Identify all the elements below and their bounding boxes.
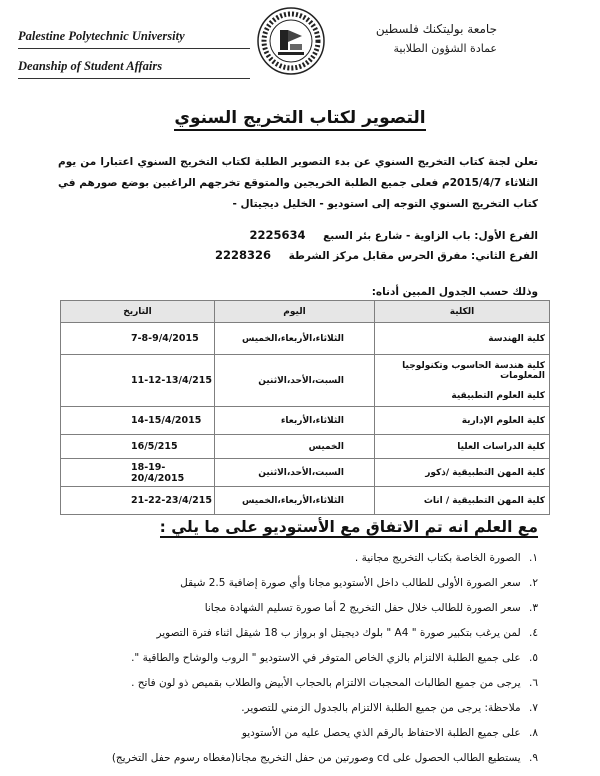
deanship-name-en: Deanship of Student Affairs — [18, 59, 163, 73]
branch-phone: 2225634 — [249, 228, 306, 242]
college-cell: كلية المهن التطبيقية /ذكور — [375, 459, 550, 487]
list-item: ٤. لمن يرغب بتكبير صورة " A4 " بلوك ديجيتل او برواز ب 18 شيقل اثناء فترة التصوير — [156, 627, 538, 639]
branch-1 — [249, 228, 538, 242]
table-row — [61, 407, 550, 435]
header-rule — [18, 48, 250, 49]
branch-phone: 2228326 — [214, 248, 271, 262]
table-row — [61, 323, 550, 355]
day-cell: الثلاثاء،الأربعاء،الخميس — [215, 487, 375, 515]
college-cell: كلية الهندسة — [375, 323, 550, 355]
branch-label: الفرع الثاني: — [471, 250, 538, 262]
college-cell: كلية العلوم الإدارية — [375, 407, 550, 435]
day-cell: الثلاثاء،الأربعاء — [215, 407, 375, 435]
day-cell: السبت،الأحد،الاثنين — [215, 459, 375, 487]
date-cell: 21-22-23/4/215 — [61, 487, 215, 515]
deanship-name-ar: عمادة الشؤون الطلابية — [393, 42, 497, 55]
branch-address: مفرق الحرس مقابل مركز الشرطة — [288, 250, 468, 262]
date-cell: 18-19-20/4/2015 — [61, 459, 215, 487]
list-item: ٢. سعر الصورة الأولى للطالب داخل الأستوديو مجانا وأي صورة إضافية 2.5 شيقل — [180, 577, 538, 589]
college-cell: كلية الدراسات العليا — [375, 435, 550, 459]
header-rule — [18, 78, 250, 79]
branch-label: الفرع الأول: — [474, 230, 538, 242]
date-cell: 7-8-9/4/2015 — [61, 323, 215, 355]
page-title: التصوير لكتاب التخريج السنوي — [0, 108, 600, 128]
college-name: كلية العلوم التطبيقية — [451, 390, 545, 401]
header-date: التاريخ — [61, 301, 215, 323]
college-name: كلية هندسة الحاسوب وتكنولوجيا المعلومات — [402, 360, 545, 381]
header-day: اليوم — [215, 301, 375, 323]
college-cell — [375, 355, 550, 407]
table-row — [61, 435, 550, 459]
list-item: ٨. على جميع الطلبة الاحتفاظ بالرقم الذي يحصل عليه من الأستوديو — [241, 727, 538, 739]
university-name-en: Palestine Polytechnic University — [18, 29, 185, 43]
day-cell: الثلاثاء،الأربعاء،الخميس — [215, 323, 375, 355]
header-college: الكلية — [375, 301, 550, 323]
table-row — [61, 355, 550, 407]
intro-paragraph: تعلن لجنة كتاب التخريج السنوي عن بدء التصوير الطلبة لكتاب التخريج السنوي اعتبارا من يوم الثلاثاء 2015/4/7م فعلى جميع الطلبة الخريجين والمتوقع تخرجهم الراغبين بوضع صورهم في كتاب التخريج السنوي التوجه إلى استوديو - الخليل ديجيتال - — [58, 156, 538, 210]
day-cell: السبت،الأحد،الاثنين — [215, 355, 375, 407]
list-item: ٩. يستطيع الطالب الحصول على cd وصورتين من حفل التخريج مجانا(مغطاه رسوم حفل التخريج) — [111, 752, 538, 764]
table-row — [61, 459, 550, 487]
university-logo-icon — [256, 6, 326, 76]
university-name-ar: جامعة بوليتكنك فلسطين — [375, 22, 497, 36]
list-item: ١. الصورة الخاصة بكتاب التخريج مجانية . — [354, 552, 538, 564]
terms-list — [38, 546, 538, 771]
table-header-row — [61, 301, 550, 323]
branch-2 — [215, 248, 538, 262]
list-item: ٦. يرجى من جميع الطالبات المحجبات الالتزام بالحجاب الأبيض والطلاب بقميص ذو لون فاتح . — [131, 677, 538, 689]
list-item: ٣. سعر الصورة للطالب خلال حفل التخريج 2 أما صورة تسليم الشهادة مجانا — [204, 602, 538, 614]
date-cell: 16/5/215 — [61, 435, 215, 459]
schedule-table — [60, 300, 550, 515]
day-cell: الخميس — [215, 435, 375, 459]
schedule-intro: وذلك حسب الجدول المبين أدناه: — [371, 286, 538, 298]
list-item: ٧. ملاحظة: يرجى من جميع الطلبة الالتزام بالجدول الزمني للتصوير. — [241, 702, 538, 714]
date-cell: 14-15/4/2015 — [61, 407, 215, 435]
college-cell: كلية المهن التطبيقية / اناث — [375, 487, 550, 515]
branch-address: باب الزاوية - شارع بئر السبع — [323, 230, 471, 242]
date-cell: 11-12-13/4/215 — [61, 355, 215, 407]
agreement-heading: مع العلم انه تم الاتفاق مع الأستوديو على ما يلي : — [159, 518, 538, 536]
table-row — [61, 487, 550, 515]
list-item: ٥. على جميع الطلبة الالتزام بالزي الخاص المتوفر في الاستوديو " الروب والوشاح والطاقية ". — [131, 652, 538, 664]
